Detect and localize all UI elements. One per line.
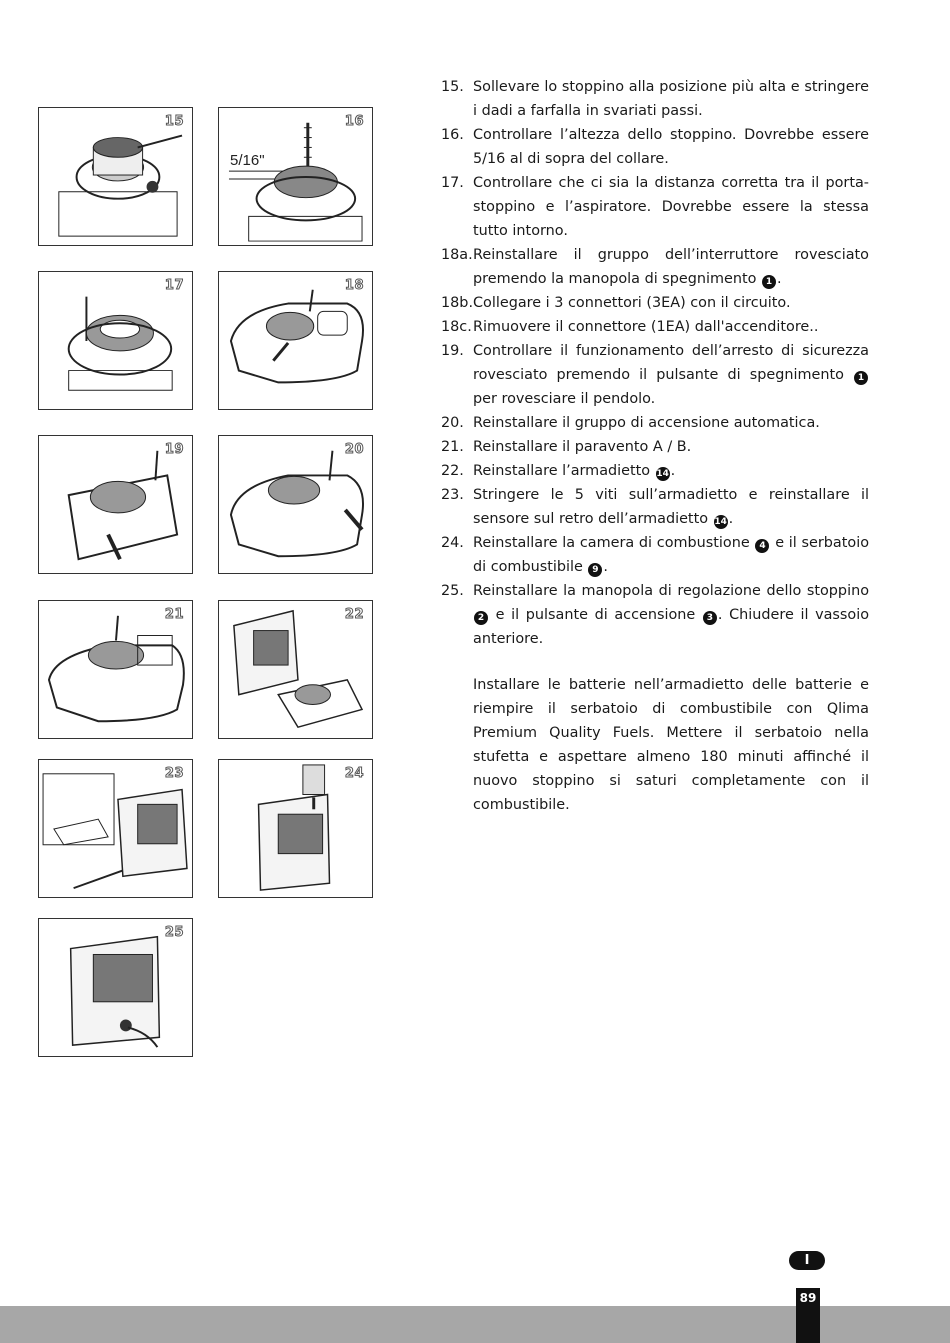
part-badge: 9 (588, 563, 602, 577)
step-text-end: per rovesciare il pendolo. (473, 391, 656, 407)
step-20 (441, 411, 869, 435)
figure-number: 23 (164, 766, 184, 781)
step-number: 17. (441, 175, 464, 191)
figure-number: 21 (164, 607, 184, 622)
step-number: 21. (441, 439, 464, 455)
figure-17 (38, 271, 193, 410)
figure-number: 20 (344, 442, 364, 457)
step-text-end: . (728, 511, 734, 527)
closing-paragraph: Installare le batterie nell’armadietto delle batterie e riempire il serbatoio di combustibile con Qlima Premium Quality Fuels. Mettere il serbatoio nella stufetta e aspettare almeno 180 minuti affinché il nuovo stoppino si saturi completamente con il combustibile. (473, 677, 869, 813)
instruction-steps (441, 75, 869, 651)
part-badge: 1 (854, 371, 868, 385)
step-text: Controllare il funzionamento dell’arresto di sicurezza rovesciato premendo il pulsante di spegnimento (473, 343, 869, 383)
figure-25 (38, 918, 193, 1057)
step-number: 15. (441, 79, 464, 95)
figure-number: 25 (164, 925, 184, 940)
figure-23 (38, 759, 193, 898)
step-number: 16. (441, 127, 464, 143)
step-text: Reinstallare l’armadietto (473, 463, 651, 479)
step-number: 25. (441, 583, 464, 599)
step-15 (441, 75, 869, 123)
figure-21 (38, 600, 193, 739)
step-number: 18a. (441, 247, 473, 263)
step-text: Reinstallare il gruppo dell’interruttore rovesciato premendo la manopola di spegnimento (473, 247, 869, 287)
figure-number: 18 (344, 278, 364, 293)
part-badge: 3 (703, 611, 717, 625)
step-text-end: . (670, 463, 676, 479)
step-text: Reinstallare il gruppo di accensione automatica. (473, 415, 820, 431)
measurement-label: 5/16" (230, 152, 265, 169)
step-text: Reinstallare la camera di combustione (473, 535, 750, 551)
step-number: 19. (441, 343, 464, 359)
step-text: Stringere le 5 viti sull’armadietto e reinstallare il sensore sul retro dell’armadietto (473, 487, 869, 527)
figure-number: 19 (164, 442, 184, 457)
step-number: 24. (441, 535, 464, 551)
step-25 (441, 579, 869, 651)
step-16 (441, 123, 869, 171)
step-text: Collegare i 3 connettori (3EA) con il circuito. (473, 295, 791, 311)
figure-number: 22 (344, 607, 364, 622)
figure-15 (38, 107, 193, 246)
step-21 (441, 435, 869, 459)
step-18b (441, 291, 869, 315)
part-badge: 4 (755, 539, 769, 553)
figure-18 (218, 271, 373, 410)
step-19 (441, 339, 869, 411)
figure-number: 16 (344, 114, 364, 129)
step-number: 20. (441, 415, 464, 431)
step-text: Controllare che ci sia la distanza corretta tra il porta-stoppino e l’aspiratore. Dovrebbe essere la stessa tutto intorno. (473, 175, 869, 239)
step-text: Reinstallare la manopola di regolazione dello stoppino (473, 583, 869, 599)
step-number: 23. (441, 487, 464, 503)
figure-22 (218, 600, 373, 739)
part-badge: 14 (714, 517, 727, 527)
step-24 (441, 531, 869, 579)
step-23 (441, 483, 869, 531)
step-17 (441, 171, 869, 243)
step-text: Reinstallare il paravento A / B. (473, 439, 692, 455)
part-badge: 1 (762, 275, 776, 289)
step-text: Rimuovere il connettore (1EA) dall'accenditore.. (473, 319, 819, 335)
part-badge: 14 (656, 469, 669, 479)
figure-number: 15 (164, 114, 184, 129)
step-22 (441, 459, 869, 483)
figure-number: 17 (164, 278, 184, 293)
step-number: 18b. (441, 295, 474, 311)
step-text-mid: e il serbatoio di combustibile (473, 535, 870, 575)
figure-16 (218, 107, 373, 246)
figure-20 (218, 435, 373, 574)
step-number: 18c. (441, 319, 472, 335)
page-number: 89 (799, 1291, 817, 1305)
step-text-end: . Chiudere il vassoio anteriore. (473, 607, 870, 647)
step-text: Sollevare lo stoppino alla posizione più alta e stringere i dadi a farfalla in svariati passi. (473, 79, 869, 119)
part-badge: 2 (474, 611, 488, 625)
step-number: 22. (441, 463, 464, 479)
step-text-end: . (777, 271, 782, 287)
step-18c (441, 315, 869, 339)
figure-24 (218, 759, 373, 898)
step-text-end: . (603, 559, 608, 575)
figure-19 (38, 435, 193, 574)
step-18a (441, 243, 869, 291)
step-text: Controllare l’altezza dello stoppino. Dovrebbe essere 5/16 al di sopra del collare. (473, 127, 869, 167)
figure-number: 24 (344, 766, 364, 781)
language-badge: I (789, 1251, 825, 1270)
step-text-mid: e il pulsante di accensione (495, 607, 696, 623)
